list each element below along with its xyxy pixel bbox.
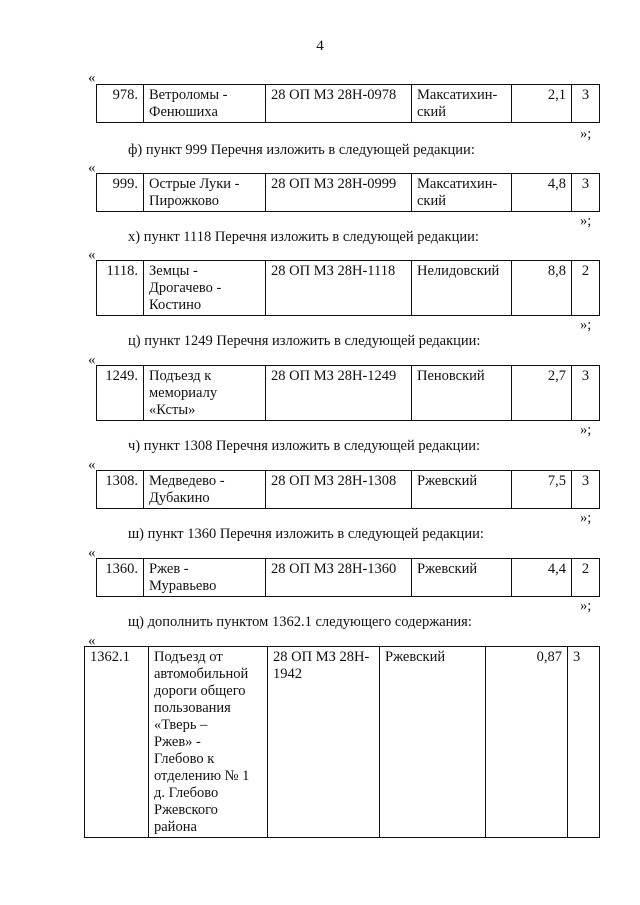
road-length: 7,5 bbox=[512, 471, 572, 509]
district: Ржевский bbox=[412, 471, 512, 509]
table-row bbox=[85, 647, 600, 838]
record-table-1360 bbox=[96, 558, 600, 597]
road-length: 8,8 bbox=[512, 261, 572, 316]
road-length: 4,4 bbox=[512, 559, 572, 597]
close-mark: »; bbox=[580, 126, 592, 142]
road-length: 2,7 bbox=[512, 366, 572, 421]
table-row bbox=[97, 261, 600, 316]
road-category: 3 bbox=[572, 174, 600, 212]
district: Ржевский bbox=[412, 559, 512, 597]
open-quote: « bbox=[88, 633, 96, 649]
road-name: Подъезд от автомобильной дороги общего пользования «Тверь – Ржев» - Глебово к отделению № 1 д. Глебово Ржевского района bbox=[149, 647, 268, 838]
road-category: 2 bbox=[572, 261, 600, 316]
record-table-978 bbox=[96, 84, 600, 123]
instruction-paragraph: ф) пункт 999 Перечня изложить в следующей редакции: bbox=[128, 142, 475, 158]
instruction-paragraph: ш) пункт 1360 Перечня изложить в следующей редакции: bbox=[128, 526, 484, 542]
road-name: Ветроломы - Фенюшиха bbox=[144, 85, 266, 123]
road-name: Подъезд к мемориалу «Ксты» bbox=[144, 366, 266, 421]
table-row bbox=[97, 366, 600, 421]
road-code: 28 ОП МЗ 28Н-1249 bbox=[266, 366, 412, 421]
open-quote: « bbox=[88, 160, 96, 176]
item-number: 999. bbox=[97, 174, 144, 212]
item-number: 1362.1 bbox=[85, 647, 149, 838]
record-table-1362-1 bbox=[84, 646, 600, 838]
district: Нелидовский bbox=[412, 261, 512, 316]
table-row bbox=[97, 471, 600, 509]
road-length: 4,8 bbox=[512, 174, 572, 212]
record-table-999 bbox=[96, 173, 600, 212]
table-row bbox=[97, 174, 600, 212]
table-row bbox=[97, 559, 600, 597]
item-number: 1308. bbox=[97, 471, 144, 509]
item-number: 1118. bbox=[97, 261, 144, 316]
open-quote: « bbox=[88, 352, 96, 368]
road-name: Острые Луки - Пирожково bbox=[144, 174, 266, 212]
item-number: 978. bbox=[97, 85, 144, 123]
instruction-paragraph: щ) дополнить пунктом 1362.1 следующего содержания: bbox=[128, 614, 472, 630]
item-number: 1360. bbox=[97, 559, 144, 597]
road-length: 2,1 bbox=[512, 85, 572, 123]
close-mark: »; bbox=[580, 422, 592, 438]
road-category: 3 bbox=[572, 471, 600, 509]
open-quote: « bbox=[88, 247, 96, 263]
item-number: 1249. bbox=[97, 366, 144, 421]
instruction-paragraph: ц) пункт 1249 Перечня изложить в следующей редакции: bbox=[128, 333, 481, 349]
road-category: 2 bbox=[572, 559, 600, 597]
road-name: Земцы - Дрогачево - Костино bbox=[144, 261, 266, 316]
road-code: 28 ОП МЗ 28Н-1308 bbox=[266, 471, 412, 509]
road-code: 28 ОП МЗ 28Н-0978 bbox=[266, 85, 412, 123]
close-mark: »; bbox=[580, 213, 592, 229]
road-name: Медведево - Дубакино bbox=[144, 471, 266, 509]
road-code: 28 ОП МЗ 28Н-1118 bbox=[266, 261, 412, 316]
road-code: 28 ОП МЗ 28Н-0999 bbox=[266, 174, 412, 212]
instruction-paragraph: х) пункт 1118 Перечня изложить в следующей редакции: bbox=[128, 229, 479, 245]
table-row bbox=[97, 85, 600, 123]
close-mark: »; bbox=[580, 510, 592, 526]
road-category: 3 bbox=[572, 85, 600, 123]
open-quote: « bbox=[88, 70, 96, 86]
close-mark: »; bbox=[580, 317, 592, 333]
road-code: 28 ОП МЗ 28Н- 1942 bbox=[268, 647, 380, 838]
district: Максатихин- ский bbox=[412, 174, 512, 212]
district: Максатихин- ский bbox=[412, 85, 512, 123]
open-quote: « bbox=[88, 457, 96, 473]
open-quote: « bbox=[88, 545, 96, 561]
district: Пеновский bbox=[412, 366, 512, 421]
road-code: 28 ОП МЗ 28Н-1360 bbox=[266, 559, 412, 597]
road-length: 0,87 bbox=[486, 647, 568, 838]
road-name: Ржев - Муравьево bbox=[144, 559, 266, 597]
close-mark: »; bbox=[580, 598, 592, 614]
record-table-1118 bbox=[96, 260, 600, 316]
district: Ржевский bbox=[380, 647, 486, 838]
page-number: 4 bbox=[316, 38, 324, 54]
road-category: 3 bbox=[568, 647, 600, 838]
record-table-1308 bbox=[96, 470, 600, 509]
record-table-1249 bbox=[96, 365, 600, 421]
road-category: 3 bbox=[572, 366, 600, 421]
instruction-paragraph: ч) пункт 1308 Перечня изложить в следующей редакции: bbox=[128, 438, 480, 454]
